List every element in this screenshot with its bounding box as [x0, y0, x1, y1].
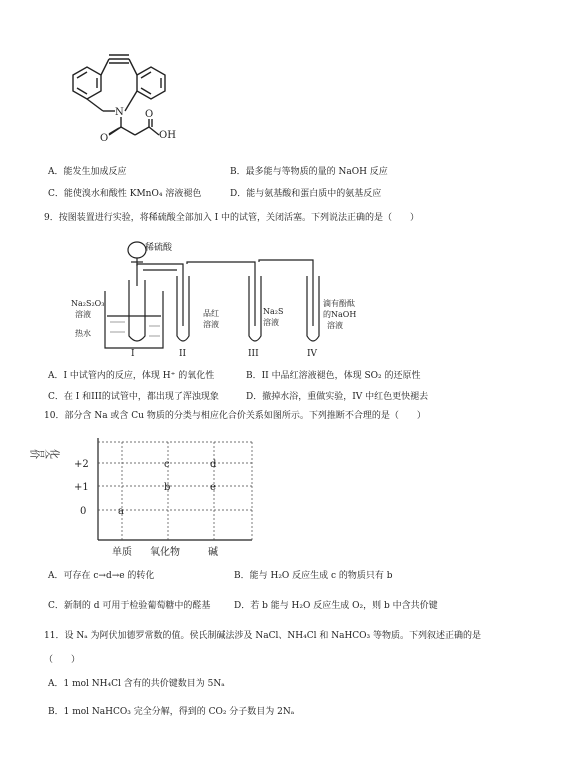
reagent-I-label: Na₂S₂O₃	[71, 299, 105, 308]
q8-molecule-structure	[55, 35, 215, 165]
solution-III-label: 溶液	[263, 318, 279, 327]
point-d: d	[210, 459, 217, 470]
q9-option-d: D．撤掉水浴，重做实验，IV 中红色更快褪去	[246, 392, 429, 402]
hydroxyl-label: OH	[159, 130, 176, 141]
q11-stem-continuation: （ ）	[44, 655, 81, 665]
ytick-0: 0	[80, 506, 87, 517]
q9-stem: 9．按图装置进行实验，将稀硫酸全部加入 I 中的试管，关闭活塞。下列说法正确的是（ ）	[44, 213, 420, 223]
q11-option-a: A．1 mol NH₄Cl 含有的共价键数目为 5Nₐ	[48, 679, 225, 689]
q8-option-d: D．能与氨基酸和蛋白质中的氨基反应	[230, 189, 382, 199]
ytick-plus1: +1	[74, 482, 89, 493]
chart-grid	[98, 442, 252, 540]
q11-stem: 11．设 Nₐ 为阿伏加德罗常数的值。侯氏制碱法涉及 NaCl、NH₄Cl 和 NaHCO₃ 等物质。下列叙述正确的是	[44, 631, 482, 641]
reagent-IV-label-3: 溶液	[327, 321, 343, 330]
carbonyl-oxygen-label-1: O	[100, 133, 109, 144]
ytick-plus2: +2	[74, 459, 89, 470]
carbonyl-oxygen-label-2: O	[145, 109, 154, 120]
solution-I-label: 溶液	[75, 310, 91, 319]
reagent-II-label: 品红	[203, 309, 219, 318]
roman-IV-label: IV	[307, 349, 318, 359]
xlabel-base: 碱	[208, 547, 218, 558]
q9-option-b: B．II 中品红溶液褪色，体现 SO₂ 的还原性	[246, 371, 421, 381]
acid-label: 稀硫酸	[145, 243, 173, 253]
q9-option-c: C．在 I 和III的试管中，都出现了浑浊现象	[48, 392, 219, 402]
roman-II-label: II	[179, 349, 187, 359]
point-a: a	[118, 506, 124, 517]
reagent-III-label: Na₂S	[263, 307, 284, 316]
q10-option-d: D．若 b 能与 H₂O 反应生成 O₂，则 b 中含共价键	[234, 601, 438, 611]
solution-II-label: 溶液	[203, 320, 219, 329]
point-c: c	[164, 459, 170, 470]
q10-option-b: B．能与 H₂O 反应生成 c 的物质只有 b	[234, 571, 393, 581]
q10-option-a: A．可存在 c→d→e 的转化	[48, 571, 155, 581]
reagent-IV-label-2: 的NaOH	[323, 310, 357, 319]
roman-I-label: I	[131, 349, 135, 359]
q9-apparatus-figure	[65, 236, 365, 359]
q8-option-b: B．最多能与等物质的量的 NaOH 反应	[230, 167, 388, 177]
q10-stem: 10．部分含 Na 或含 Cu 物质的分类与相应化合价关系如图所示。下列推断不合理的是（ ）	[44, 411, 426, 421]
test-tube-I	[129, 280, 145, 341]
xlabel-oxide: 氧化物	[150, 547, 180, 558]
q8-option-a: A．能发生加成反应	[48, 167, 127, 177]
roman-III-label: III	[248, 349, 259, 359]
separatory-funnel	[128, 242, 146, 258]
y-axis-label-1: 化合价	[30, 446, 60, 458]
xlabel-element: 单质	[112, 547, 132, 558]
hot-water-label: 热水	[75, 329, 91, 338]
q10-option-c: C．新制的 d 可用于检验葡萄糖中的醛基	[48, 601, 211, 611]
point-e: e	[210, 482, 216, 493]
q11-option-b: B．1 mol NaHCO₃ 完全分解，得到的 CO₂ 分子数目为 2Nₐ	[48, 707, 295, 717]
nitrogen-label: N	[115, 107, 124, 118]
q9-option-a: A．I 中试管内的反应，体现 H⁺ 的氧化性	[48, 371, 215, 381]
reagent-IV-label-1: 滴有酚酞	[323, 299, 355, 308]
point-b: b	[164, 482, 171, 493]
q8-option-c: C．能使溴水和酸性 KMnO₄ 溶液褪色	[48, 189, 202, 199]
q10-valence-chart	[30, 428, 262, 558]
beaker-I	[105, 291, 163, 348]
